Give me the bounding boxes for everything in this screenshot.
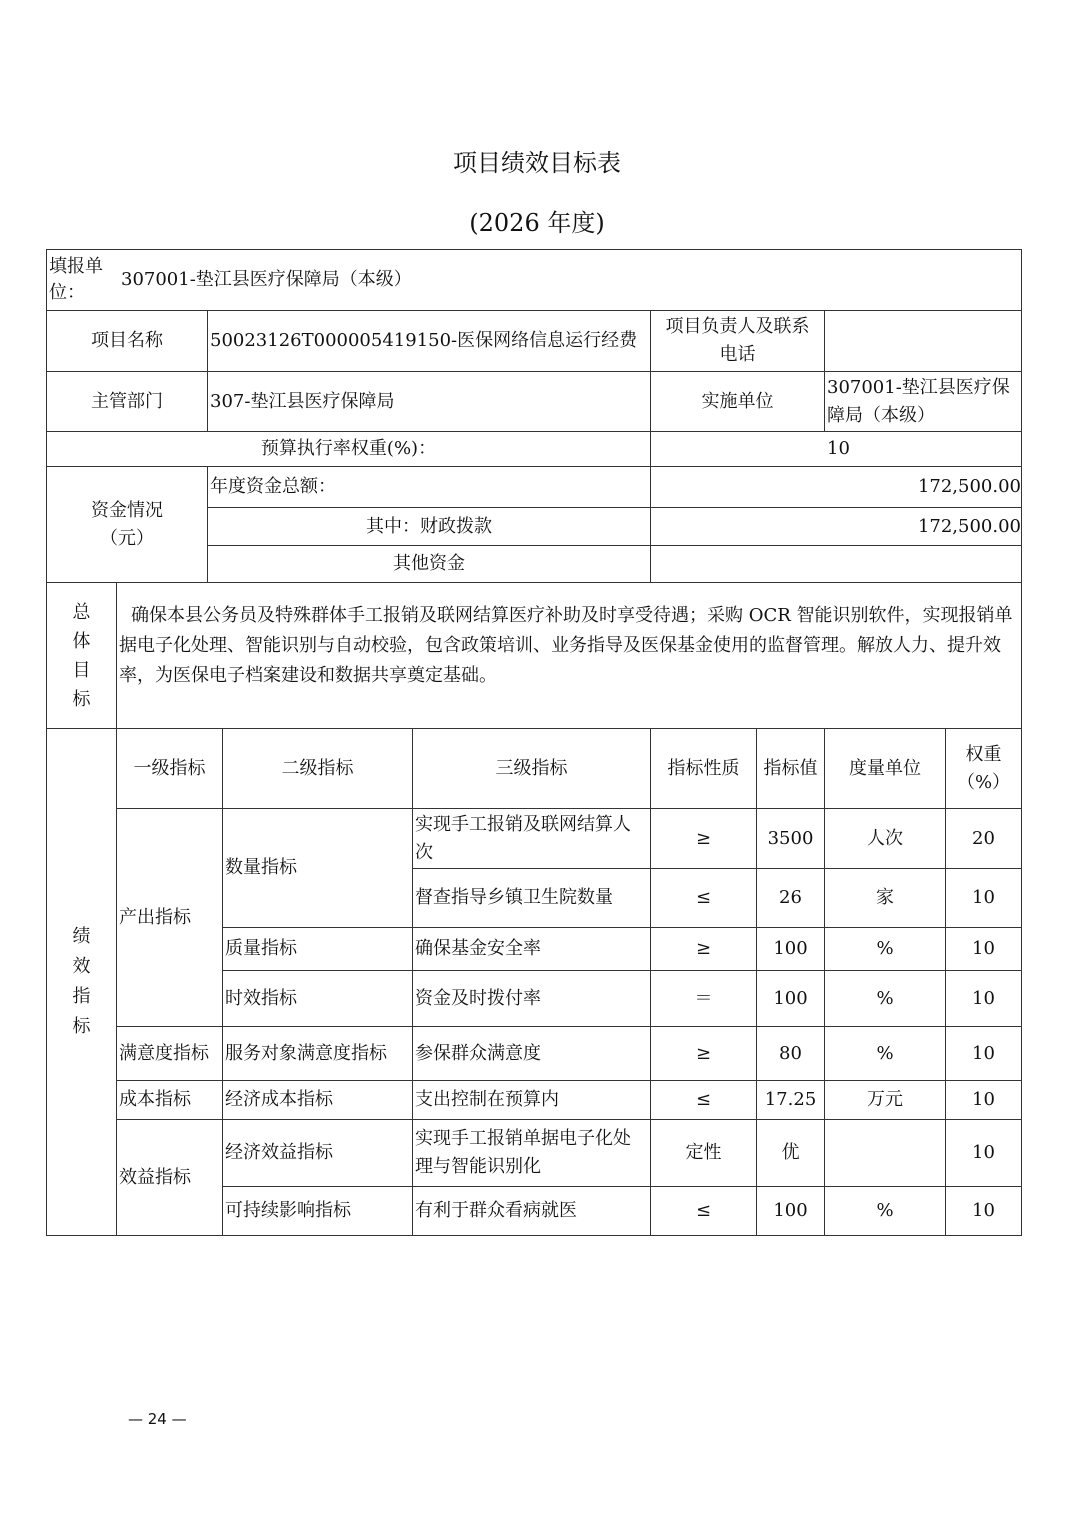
level1-benefit: 效益指标 <box>116 1119 223 1236</box>
performance-label: 绩效指标 <box>46 728 117 1236</box>
page-title: 项目绩效目标表 <box>453 149 621 177</box>
header-weight: 权重（%） <box>945 728 1022 809</box>
level1-output: 产出指标 <box>116 808 223 1027</box>
header-value: 指标值 <box>756 728 825 809</box>
level3-indicator: 支出控制在预算内 <box>412 1080 651 1120</box>
indicator-value: 80 <box>756 1026 825 1081</box>
indicator-value: 26 <box>756 868 825 928</box>
indicator-nature: ＝ <box>650 970 757 1027</box>
level1-satisfaction: 满意度指标 <box>116 1026 223 1081</box>
page-number: — 24 — <box>128 1410 187 1428</box>
indicator-nature: ≤ <box>650 868 757 928</box>
level2-sustainable-impact: 可持续影响指标 <box>222 1186 413 1236</box>
funds-label: 资金情况（元） <box>46 466 208 583</box>
implementing-unit-label: 实施单位 <box>650 371 825 432</box>
project-contact-value <box>824 310 1022 372</box>
level2-economic-benefit: 经济效益指标 <box>222 1119 413 1187</box>
department-value: 307-垫江县医疗保障局 <box>207 371 651 432</box>
level3-indicator: 实现手工报销单据电子化处理与智能识别化 <box>412 1119 651 1187</box>
project-name-value: 50023126T000005419150-医保网络信息运行经费 <box>207 310 651 372</box>
indicator-value: 17.25 <box>756 1080 825 1120</box>
funds-total-value: 172,500.00 <box>650 466 1022 508</box>
reporting-unit-label: 填报单位： <box>49 256 103 303</box>
indicator-value: 3500 <box>756 808 825 869</box>
level3-indicator: 参保群众满意度 <box>412 1026 651 1081</box>
page-subtitle-year: (2026 年度) <box>469 209 605 237</box>
project-name-label: 项目名称 <box>46 310 208 372</box>
indicator-weight: 10 <box>945 868 1022 928</box>
level2-timeliness: 时效指标 <box>222 970 413 1027</box>
funds-other-value <box>650 545 1022 583</box>
funds-total-label: 年度资金总额： <box>207 466 651 508</box>
indicator-unit: % <box>824 970 946 1027</box>
indicator-unit: 人次 <box>824 808 946 869</box>
indicator-weight: 20 <box>945 808 1022 869</box>
level3-indicator: 实现手工报销及联网结算人次 <box>412 808 651 869</box>
budget-weight-value: 10 <box>650 431 1022 467</box>
indicator-unit: % <box>824 927 946 971</box>
indicator-unit: 万元 <box>824 1080 946 1120</box>
indicator-value: 100 <box>756 927 825 971</box>
header-level2: 二级指标 <box>222 728 413 809</box>
level3-indicator: 有利于群众看病就医 <box>412 1186 651 1236</box>
indicator-weight: 10 <box>945 1026 1022 1081</box>
header-nature: 指标性质 <box>650 728 757 809</box>
indicator-nature: 定性 <box>650 1119 757 1187</box>
indicator-nature: ≥ <box>650 808 757 869</box>
indicator-weight: 10 <box>945 970 1022 1027</box>
level3-indicator: 资金及时拨付率 <box>412 970 651 1027</box>
implementing-unit-value: 307001-垫江县医疗保障局（本级） <box>824 371 1022 432</box>
level2-quantity: 数量指标 <box>222 808 413 928</box>
indicator-nature: ≥ <box>650 927 757 971</box>
indicator-value: 100 <box>756 1186 825 1236</box>
level3-indicator: 确保基金安全率 <box>412 927 651 971</box>
level2-service-satisfaction: 服务对象满意度指标 <box>222 1026 413 1081</box>
indicator-unit: 家 <box>824 868 946 928</box>
indicator-value: 优 <box>756 1119 825 1187</box>
level1-cost: 成本指标 <box>116 1080 223 1120</box>
header-unit: 度量单位 <box>824 728 946 809</box>
indicator-nature: ≥ <box>650 1026 757 1081</box>
reporting-unit-value: 307001-垫江县医疗保障局（本级） <box>121 269 412 290</box>
project-contact-label: 项目负责人及联系电话 <box>650 310 825 372</box>
indicator-value: 100 <box>756 970 825 1027</box>
overall-goal-text: 确保本县公务员及特殊群体手工报销及联网结算医疗补助及时享受待遇；采购 OCR 智能识别软件，实现报销单据电子化处理、智能识别与自动校验，包含政策培训、业务指导及医保基金使用的监督管理。解放人力、提升效率，为医保电子档案建设和数据共享奠定基础。 <box>116 582 1022 729</box>
overall-goal-label: 总体目标 <box>46 582 117 729</box>
indicator-nature: ≤ <box>650 1080 757 1120</box>
department-label: 主管部门 <box>46 371 208 432</box>
indicator-weight: 10 <box>945 1186 1022 1236</box>
indicator-unit: % <box>824 1026 946 1081</box>
indicator-unit <box>824 1119 946 1187</box>
level3-indicator: 督查指导乡镇卫生院数量 <box>412 868 651 928</box>
level2-economic-cost: 经济成本指标 <box>222 1080 413 1120</box>
level2-quality: 质量指标 <box>222 927 413 971</box>
budget-weight-label: 预算执行率权重(%)： <box>46 431 651 467</box>
indicator-unit: % <box>824 1186 946 1236</box>
header-level3: 三级指标 <box>412 728 651 809</box>
indicator-nature: ≤ <box>650 1186 757 1236</box>
header-level1: 一级指标 <box>116 728 223 809</box>
indicator-weight: 10 <box>945 927 1022 971</box>
indicator-weight: 10 <box>945 1119 1022 1187</box>
funds-fiscal-label: 其中：财政拨款 <box>207 507 651 546</box>
funds-fiscal-value: 172,500.00 <box>650 507 1022 546</box>
funds-other-label: 其他资金 <box>207 545 651 583</box>
indicator-weight: 10 <box>945 1080 1022 1120</box>
reporting-unit-row <box>46 249 1022 311</box>
